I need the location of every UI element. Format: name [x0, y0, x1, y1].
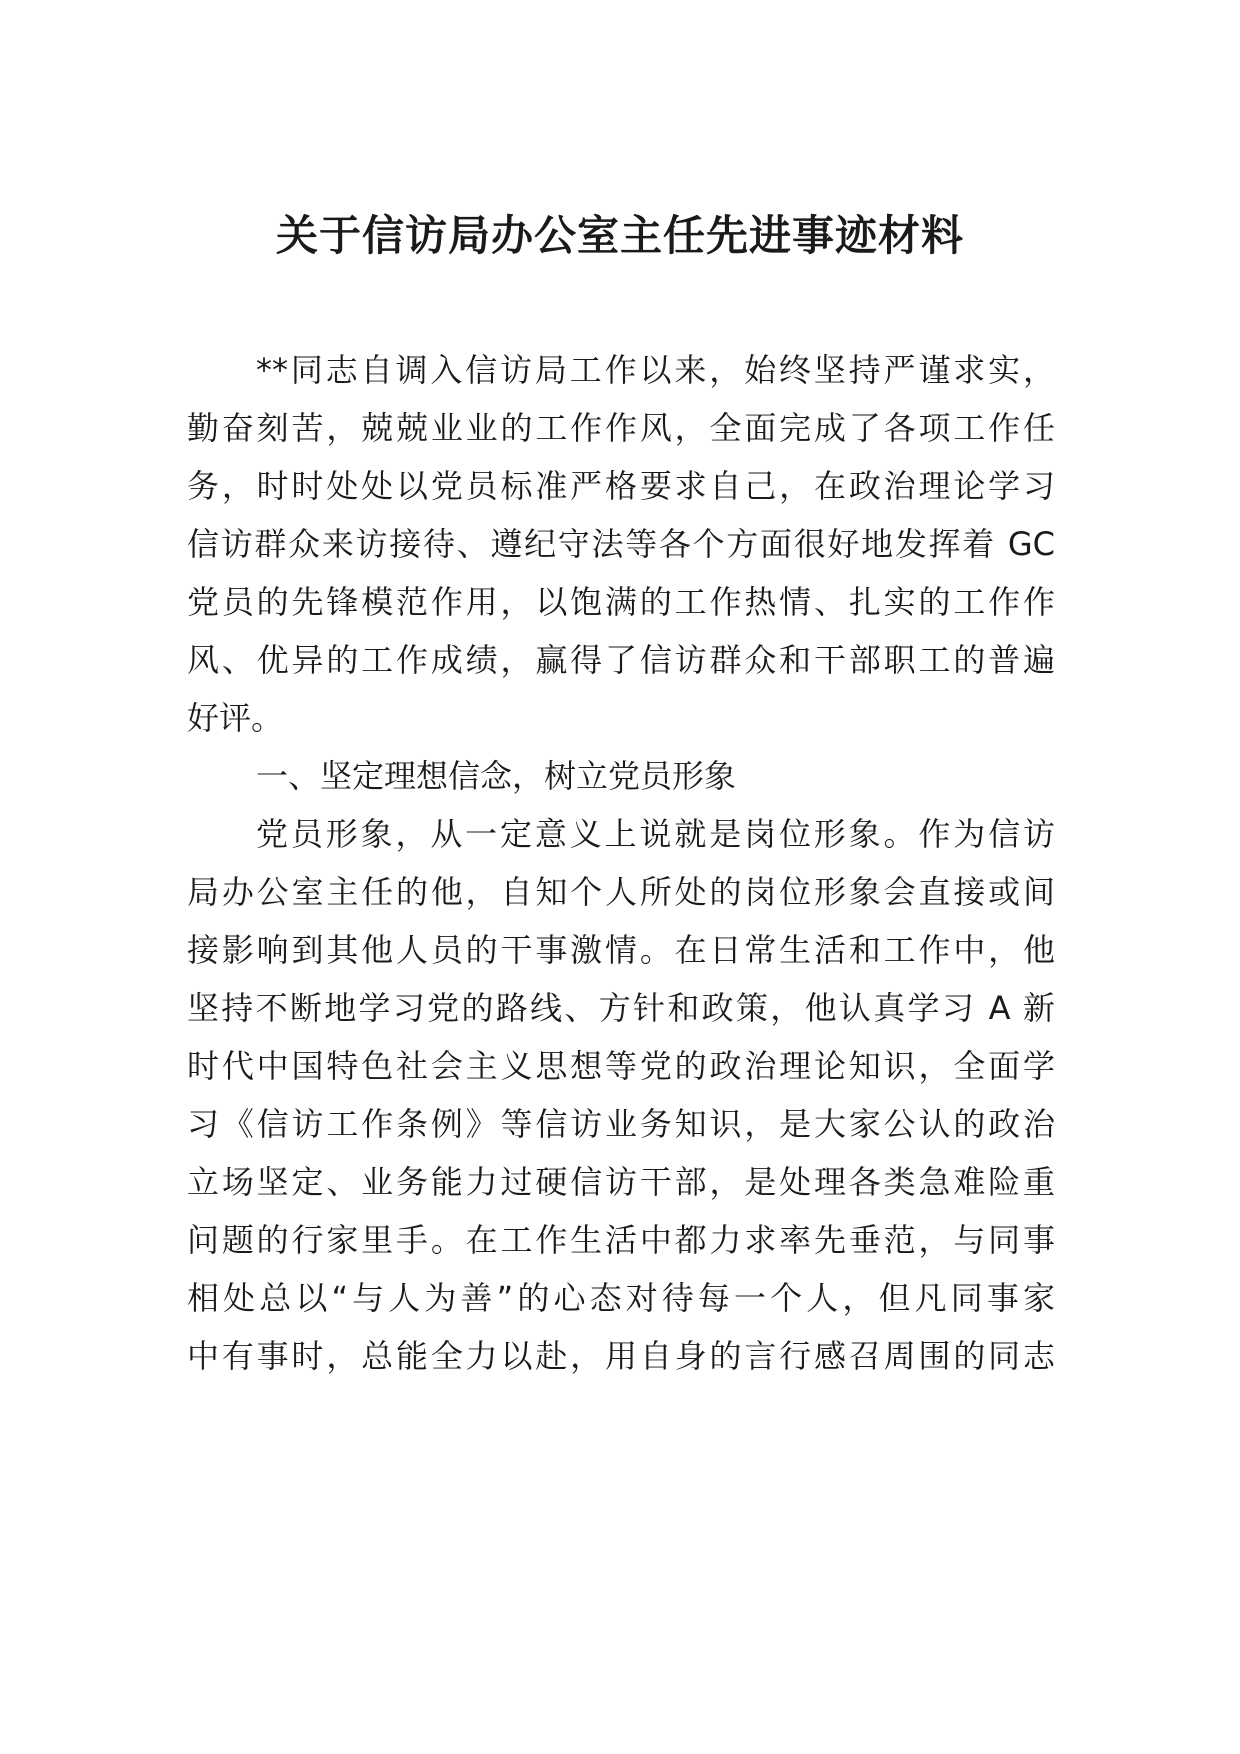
paragraph-line: 习《信访工作条例》等信访业务知识，是大家公认的政治	[187, 1105, 1055, 1143]
paragraph-line: 立场坚定、业务能力过硬信访干部，是处理各类急难险重	[187, 1163, 1055, 1201]
document-title: 关于信访局办公室主任先进事迹材料	[275, 211, 964, 260]
paragraph-line: 风、优异的工作成绩，赢得了信访群众和干部职工的普遍	[187, 641, 1055, 679]
paragraph-line: 时代中国特色社会主义思想等党的政治理论知识，全面学	[187, 1047, 1055, 1085]
paragraph-line: 务，时时处处以党员标准严格要求自己，在政治理论学习	[187, 467, 1055, 505]
paragraph-line: 勤奋刻苦，兢兢业业的工作作风，全面完成了各项工作任	[187, 409, 1055, 447]
paragraph-line: 党员的先锋模范作用，以饱满的工作热情、扎实的工作作	[187, 583, 1055, 621]
section-heading: 一、坚定理想信念，树立党员形象	[256, 757, 737, 795]
paragraph-line: **同志自调入信访局工作以来，始终坚持严谨求实，	[256, 351, 1055, 389]
paragraph-line: 局办公室主任的他，自知个人所处的岗位形象会直接或间	[187, 873, 1055, 911]
paragraph-line: 问题的行家里手。在工作生活中都力求率先垂范，与同事	[187, 1221, 1055, 1259]
paragraph-line: 信访群众来访接待、遵纪守法等各个方面很好地发挥着 GC	[187, 525, 1055, 563]
paragraph-line: 好评。	[187, 699, 284, 737]
paragraph-line: 坚持不断地学习党的路线、方针和政策，他认真学习 A 新	[187, 989, 1055, 1027]
paragraph-line: 中有事时，总能全力以赴，用自身的言行感召周围的同志	[187, 1337, 1055, 1375]
paragraph-line: 接影响到其他人员的干事激情。在日常生活和工作中，他	[187, 931, 1055, 969]
paragraph-line: 党员形象，从一定意义上说就是岗位形象。作为信访	[256, 815, 1055, 853]
paragraph-line: 相处总以“与人为善”的心态对待每一个人，但凡同事家	[187, 1279, 1055, 1317]
